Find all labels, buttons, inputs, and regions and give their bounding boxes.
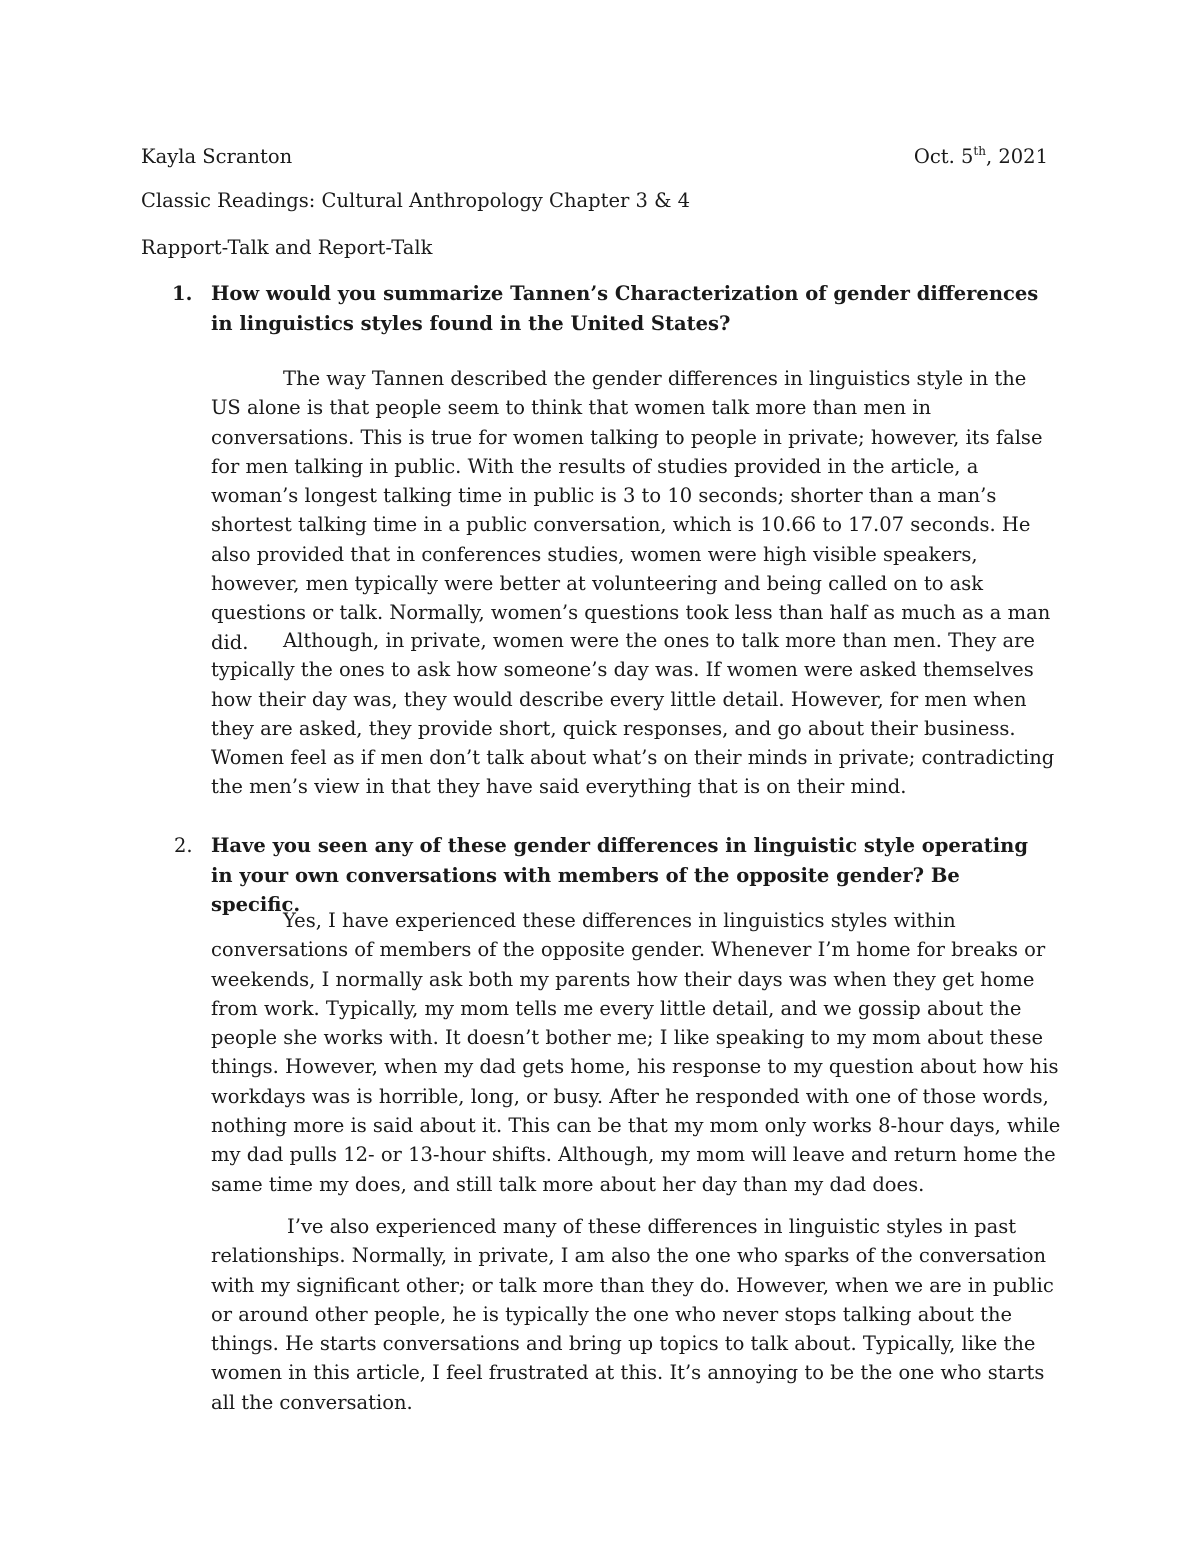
question-text: Have you seen any of these gender differences in linguistic style operating in your own conversations with members of the opposite gender? Be specific. (211, 834, 1028, 917)
date-suffix: , 2021 (985, 145, 1048, 168)
course-title: Classic Readings: Cultural Anthropology Chapter 3 & 4 (141, 189, 691, 212)
date-superscript: th (973, 143, 986, 158)
answer-paragraph: I’ve also experienced many of these differences in linguistic styles in past relationships. Normally, in private, I am also the one who sparks of the conversation with my significant other; or talk more than they do. However, when we are in public or around other people, he is typically the one who never stops talking about the things. He starts conversations and bring up topics to talk about. Typically, like the women in this article, I feel frustrated at this. It’s annoying to be the one who starts all the conversation. (211, 1215, 1054, 1414)
date-prefix: Oct. 5 (913, 145, 974, 168)
assignment-title: Rapport-Talk and Report-Talk (141, 236, 433, 259)
answer-paragraph: The way Tannen described the gender differences in linguistics style in the US alone is that people seem to think that women talk more than men in conversations. This is true for women talking to people in private; however, its false for men talking in public. With the results of studies provided in the article, a woman’s longest talking time in public is 3 to 10 seconds; shorter than a man’s shortest talking time in a public conversation, which is 10.66 to 17.07 seconds. He also provided that in conferences studies, women were high visible speakers, however, men typically were better at volunteering and being called on to ask questions or talk. Normally, women’s questions took less than half as much as a man did. (211, 367, 1051, 654)
question-number: 2. (174, 834, 193, 857)
question-number: 1. (172, 282, 193, 305)
answer-paragraph: Yes, I have experienced these differences in linguistics styles within conversations of members of the opposite gender. Whenever I’m home for breaks or weekends, I normally ask both my parents how their days was when they get home from work. Typically, my mom tells me every little detail, and we gossip about the people she works with. It doesn’t bother me; I like speaking to my mom about these things. However, when my dad gets home, his response to my question about how his workdays was is horrible, long, or busy. After he responded with one of those words, nothing more is said about it. This can be that my mom only works 8-hour days, while my dad pulls 12- or 13-hour shifts. Although, my mom will leave and return home the same time my does, and still talk more about her day than my dad does. (211, 909, 1061, 1196)
answer-paragraph: Although, in private, women were the ones to talk more than men. They are typically the ones to ask how someone’s day was. If women were asked themselves how their day was, they would describe every little detail. However, for men when they are asked, they provide short, quick responses, and go about their business. Women feel as if men don’t talk about what’s on their minds in private; contradicting the men’s view in that they have said everything that is on their mind. (211, 629, 1055, 799)
date (914, 145, 1048, 169)
author-name: Kayla Scranton (141, 145, 293, 168)
question-text: How would you summarize Tannen’s Characterization of gender differences in linguistics styles found in the United States? (211, 282, 1039, 335)
